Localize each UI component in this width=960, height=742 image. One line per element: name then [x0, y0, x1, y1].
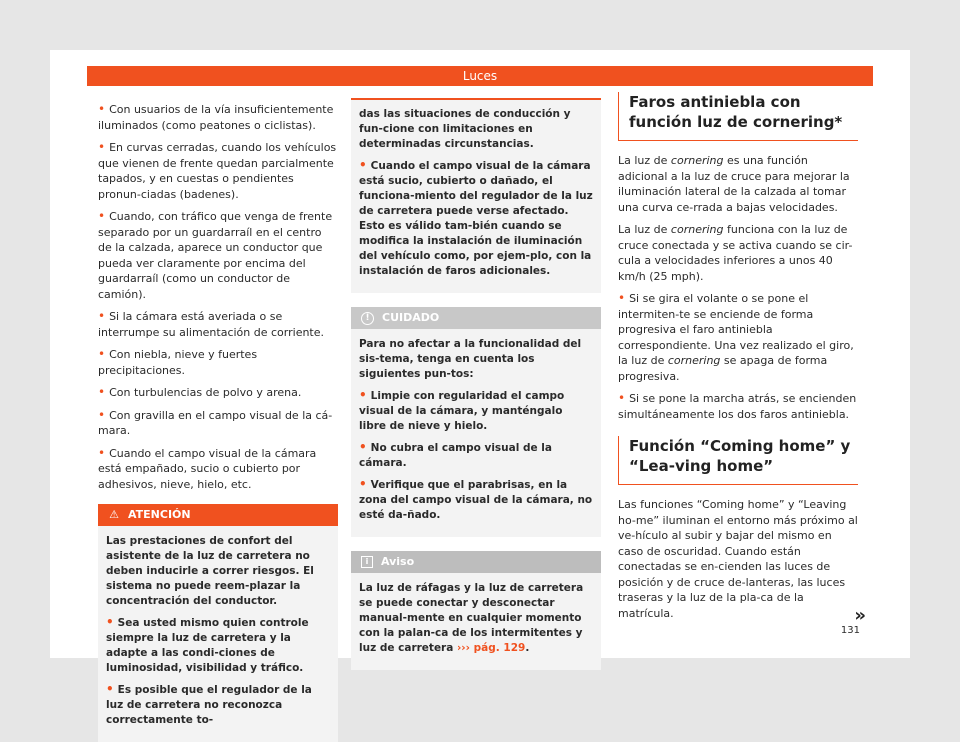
warning-box [98, 504, 338, 742]
caution-title: CUIDADO [382, 311, 440, 324]
column-1 [98, 102, 338, 742]
note-header [351, 551, 601, 573]
warning-box-continued [351, 98, 601, 293]
caution-item: • No cubra el campo visual de la cámara. [359, 440, 593, 471]
paragraph: La luz de cornering es una función adicional a la luz de cruce para mejorar la iluminación lateral de la calzada al tomar una curva ce-rrada a bajas velocidades. [618, 154, 850, 214]
caution-item: • Verifique que el parabrisas, en la zona del campo visual de la cámara, no esté da-ñado. [359, 477, 593, 523]
info-circle-icon: ! [361, 312, 374, 325]
caution-box [351, 307, 601, 537]
list-item: • Cuando, con tráfico que venga de frente separado por un guardarraíl en el centro de la calzada, aparece un conductor que pueda ver claramente por encima del guardarraíl (como un conductor de camión). [98, 209, 338, 302]
list-item: • Con niebla, nieve y fuertes precipitaciones. [98, 347, 338, 378]
list-item: • Con usuarios de la vía insuficientemente iluminados (como peatones o ciclistas). [98, 102, 338, 133]
paragraph: La luz de cornering funciona con la luz de cruce conectada y se activa cuando se cir-cula a velocidades inferiores a unos 40 km/h (25 mph). [618, 223, 853, 283]
list-item: • En curvas cerradas, cuando los vehículos que vienen de frente quedan parcialmente tapados, y en cuestas o pendientes pronun-ciadas (badenes). [98, 140, 338, 202]
continue-mark: » [854, 605, 866, 626]
list-item: • Cuando el campo visual de la cámara está empañado, sucio o cubierto por adhesivos, nieve, hielo, etc. [98, 446, 338, 493]
note-text: La luz de ráfagas y la luz de carretera se puede conectar y desconectar manual-mente en cualquier momento con la palan-ca de los intermitentes y luz de carretera ››› pág. 129. [359, 582, 584, 654]
warning-item: • Sea usted mismo quien controle siempre la luz de carretera y la adapte a las condi-ciones de luminosidad, visibilidad y tráfico. [106, 615, 330, 676]
warning-title: ATENCIÓN [128, 508, 191, 521]
warning-header [98, 504, 338, 526]
caution-item: • Limpie con regularidad el campo visual de la cámara, y manténgalo libre de nieve y hielo. [359, 388, 593, 434]
note-title: Aviso [381, 555, 415, 568]
column-2 [351, 98, 601, 670]
section-header: Luces [87, 66, 873, 86]
paragraph: Las funciones “Coming home” y “Leaving ho-me” iluminan el entorno más próximo al ve-hículo al subir y bajar del mismo en caso de oscuridad. Cuando están conectadas se en-cienden las luces de posición y de cruce de-lanteras, las luces traseras y la luz de la pla-ca de la matrícula. [618, 498, 858, 620]
warning-triangle-icon: ⚠ [109, 508, 119, 521]
list-item: • Si se gira el volante o se pone el intermiten-te se enciende de forma progresiva el faro antiniebla correspondiente. Una vez realizado el giro, la luz de cornering se apaga de forma progresiva. [618, 291, 858, 384]
list-item: • Con gravilla en el campo visual de la cá-mara. [98, 408, 338, 439]
warning-item: • Es posible que el regulador de la luz de carretera no reconozca correctamente to- [106, 682, 330, 728]
caution-header [351, 307, 601, 329]
list-item: • Con turbulencias de polvo y arena. [98, 385, 338, 401]
page-link[interactable]: ››› pág. 129 [456, 642, 526, 654]
manual-page [50, 50, 910, 726]
section-heading: Función “Coming home” y “Lea-ving home” [618, 436, 858, 485]
warning-item: • Cuando el campo visual de la cámara está sucio, cubierto o dañado, el funciona-miento del regulador de la luz de carretera puede verse afectado. Esto es válido tam-bién cuando se modifica la instalación de iluminación del vehículo como, por ejem-plo, con la instalación de faros adicionales. [359, 158, 593, 279]
page-number: 131 [840, 625, 860, 636]
note-box [351, 551, 601, 670]
section-heading: Faros antiniebla con función luz de cornering* [618, 92, 858, 141]
caution-intro: Para no afectar a la funcionalidad del sis-tema, tenga en cuenta los siguientes pun-tos: [359, 338, 582, 380]
column-3 [618, 92, 858, 628]
note-icon: i [361, 556, 373, 568]
list-item: • Si la cámara está averiada o se interrumpe su alimentación de corriente. [98, 309, 338, 340]
warning-cont-text: das las situaciones de conducción y fun-cione con limitaciones en determinadas circunstancias. [359, 108, 571, 150]
warning-intro: Las prestaciones de confort del asistente de la luz de carretera no deben inducirle a correr riesgos. El sistema no puede reem-plazar la concentración del conductor. [106, 535, 314, 607]
list-item: • Si se pone la marcha atrás, se encienden simultáneamente los dos faros antiniebla. [618, 391, 858, 422]
